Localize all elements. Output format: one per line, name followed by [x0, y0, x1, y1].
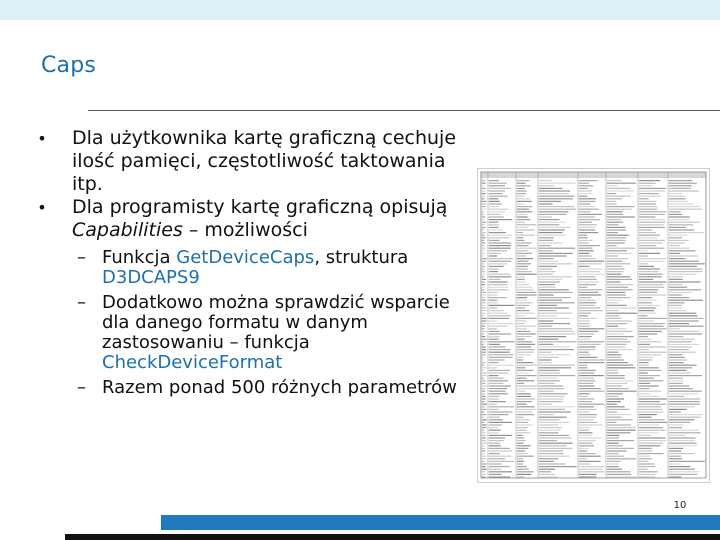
sub-bullet-text: Dodatkowo można sprawdzić wsparcie dla danego formatu w danym zastosowaniu – funkcja [102, 292, 450, 353]
bullet-item-1 [32, 127, 462, 196]
title-divider [88, 110, 720, 111]
bottom-accent-bar [161, 515, 720, 530]
sub-bullet-list [72, 248, 462, 398]
dash-icon: – [77, 377, 86, 398]
capabilities-term: Capabilities [72, 219, 183, 241]
sub-bullet-item-3 [72, 378, 462, 398]
sub-bullet-item-2 [72, 293, 462, 373]
bullet-text-tail: – możliwości [182, 219, 308, 241]
slide-content [32, 127, 462, 403]
sub-bullet-text: Razem ponad 500 różnych parametrów [102, 377, 457, 398]
bullet-icon: • [37, 198, 47, 217]
dash-icon: – [77, 247, 86, 268]
getdevicecaps-link: GetDeviceCaps [176, 247, 315, 268]
bullet-text: Dla użytkownika kartę graficzną cechuje ilość pamięci, częstotliwość taktowania itp. [72, 127, 457, 195]
bullet-item-2 [32, 196, 462, 398]
sub-bullet-text-mid: , struktura [314, 247, 409, 268]
slide-title: Caps [41, 53, 97, 78]
document-table-thumbnail-icon [477, 168, 710, 483]
bullet-text: Dla programisty kartę graficzną opisują [72, 196, 448, 218]
dash-icon: – [77, 292, 86, 313]
bullet-list [32, 127, 462, 398]
bullet-icon: • [37, 129, 47, 148]
sub-bullet-item-1 [72, 248, 462, 288]
checkdeviceformat-link: CheckDeviceFormat [102, 352, 283, 373]
bottom-dark-bar [65, 534, 720, 540]
page-number: 10 [673, 500, 687, 511]
top-band [0, 0, 720, 20]
sub-bullet-text: Funkcja [102, 247, 177, 268]
d3dcaps9-link: D3DCAPS9 [102, 267, 200, 288]
